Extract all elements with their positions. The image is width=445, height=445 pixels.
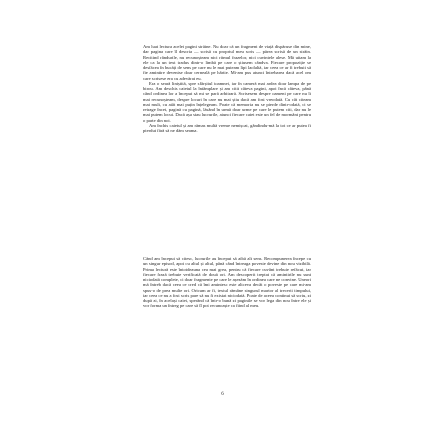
paragraph: Am închis caietul și am rămas multă vreme nemișcat, gândindu-mă la tot ce ar putea fi pierdut fără să ne dăm seama. <box>143 122 311 133</box>
text-block-top <box>143 44 311 133</box>
page-number: 6 <box>221 392 224 397</box>
text-block-bottom <box>143 256 311 309</box>
paragraph: Era o seară liniștită, spre sfârșitul toamnei, iar în cameră mai ardea doar lampa de pe birou. Am deschis caietul la întâmplare și am citit câteva pagini, apoi încă câteva, până când ordinea lor a început să mi se pară arbitrară. Scrisesem despre oameni pe care nu îi mai recunoșteam, despre locuri în care nu mai știu dacă am fost vreodată. Cu cât citeam mai mult, cu atât mai puțin înțelegeam. Poate că memoria nu se pierde dintr-odată, ci se retrage încet, pagină cu pagină, lăsând în urmă doar urme pe care le putem citi, dar nu le mai putem locui. Dacă așa stau lucrurile, atunci fiecare caiet este un fel de mormânt pentru o parte din noi. <box>143 80 311 123</box>
paragraph: Când am început să citesc, lucrurile au început să aibă alt sens. Recompunerea începe cu un singur episod, apoi cu altul și altul, până când întreaga poveste devine din nou vizibilă. Prima lectură este întotdeauna cea mai grea, pentru că fiecare cuvânt trebuie refăcut, iar fiecare frază trebuie verificată de două ori. Am descoperit treptat că amintirile nu sunt niciodată complete, ci doar fragmente pe care le așezăm în ordinea care ne convine. Uneori mă întreb dacă ceea ce cred că îmi amintesc este altceva decât o poveste pe care mi-am spus-o de prea multe ori. Oricum ar fi, textul rămâne singurul martor al trecerii timpului, iar ceea ce nu a fost scris pare să nu fi existat niciodată. Poate de aceea continui să scriu, zi după zi, în același caiet, sperând că într-o bună zi paginile se vor lega din nou între ele și vor forma un întreg pe care să îl pot recunoaște ca fiind al meu. <box>143 256 311 309</box>
paragraph: Am luat lectura acelei pagini străine. Nu doar că un fragment de viață dispăruse din mine, dar pagina care îl descria — scrisă cu propriul meu scris — părea scrisă de un străin. Recitind rândurile, nu recunoșteam nici ritmul frazelor, nici cuvintele alese. Mă uitam la ele ca la un text tradus dintr-o limbă pe care o știusem cândva. Fiecare propoziție se desfăcea în bucăți de sens pe care nu le mai puteam lipi laolaltă, iar ceea ce ar fi trebuit să fie amintire devenise doar cerneală pe hârtie. Mi-am pus atunci întrebarea dacă acel om care scrisese era cu adevărat eu. <box>143 44 311 81</box>
